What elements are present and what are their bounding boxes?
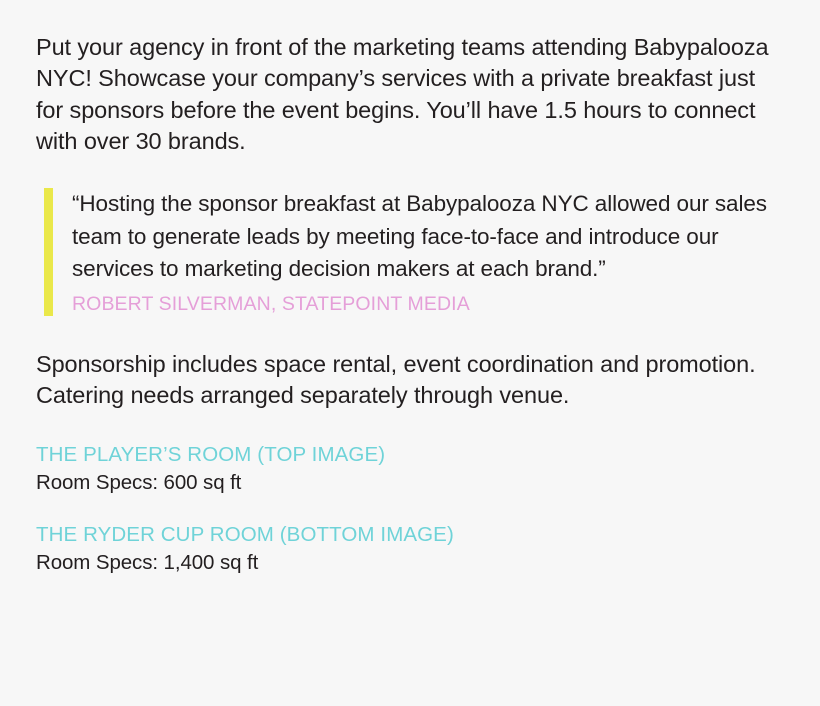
room-entry-ryder-cup — [36, 523, 784, 575]
room-title-players: THE PLAYER’S ROOM (TOP IMAGE) — [36, 443, 386, 467]
quote-attribution: ROBERT SILVERMAN, STATEPOINT MEDIA — [72, 292, 470, 315]
room-entry-players — [36, 443, 784, 495]
intro-paragraph: Put your agency in front of the marketing teams attending Babypalooza NYC! Showcase your company’s services with a private breakfast just for sponsors before the event begins. You’ll have 1.5 hours to connect with over 30 brands. — [36, 34, 769, 154]
pull-quote — [44, 188, 784, 316]
room-specs-ryder-cup: Room Specs: 1,400 sq ft — [36, 551, 259, 575]
room-specs-players: Room Specs: 600 sq ft — [36, 471, 242, 495]
quote-accent-bar — [44, 188, 53, 316]
details-paragraph: Sponsorship includes space rental, event coordination and promotion. Catering needs arranged separately through venue. — [36, 350, 756, 409]
room-title-ryder-cup: THE RYDER CUP ROOM (BOTTOM IMAGE) — [36, 523, 454, 547]
quote-body — [72, 188, 784, 316]
quote-text: “Hosting the sponsor breakfast at Babypalooza NYC allowed our sales team to generate leads by meeting face-to-face and introduce our services to marketing decision makers at each brand.” — [72, 191, 767, 282]
